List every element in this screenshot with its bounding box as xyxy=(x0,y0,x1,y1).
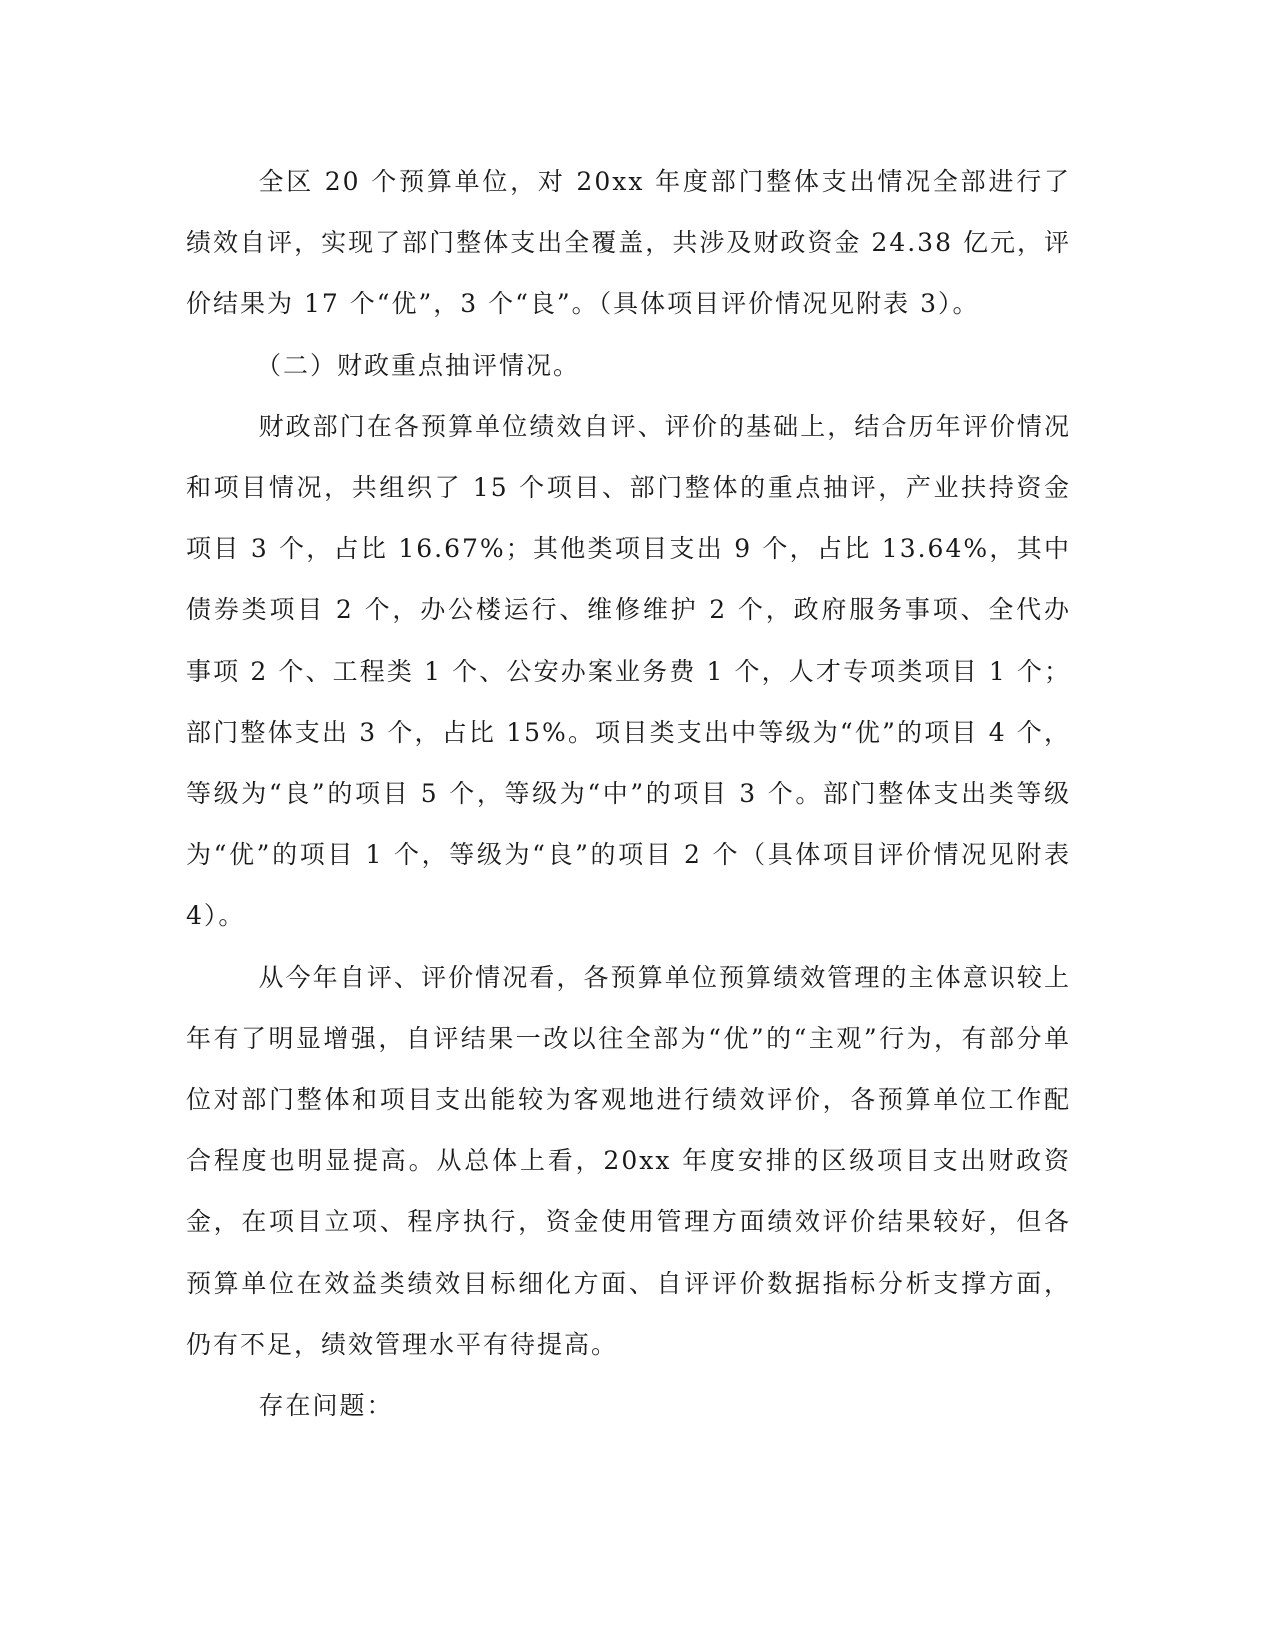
paragraph-key-sampling-details: 财政部门在各预算单位绩效自评、评价的基础上，结合历年评价情况和项目情况，共组织了 15 个项目、部门整体的重点抽评，产业扶持资金项目 3 个，占比 16.67%；其他类项目支出 9 个，占比 13.64%，其中债券类项目 2 个，办公楼运行、维修维护 2 个，政府服务事项、全代办事项 2 个、工程类 1 个、公安办案业务费 1 个，人才专项类项目 1 个；部门整体支出 3 个，占比 15%。项目类支出中等级为“优”的项目 4 个，等级为“良”的项目 5 个，等级为“中”的项目 3 个。部门整体支出类等级为“优”的项目 1 个，等级为“良”的项目 2 个（具体项目评价情况见附表 4）。 xyxy=(186,411,1071,931)
paragraph-self-evaluation-summary: 全区 20 个预算单位，对 20xx 年度部门整体支出情况全部进行了绩效自评，实现了部门整体支出全覆盖，共涉及财政资金 24.38 亿元，评价结果为 17 个“优”，3 个“良”。（具体项目评价情况见附表 3）。 xyxy=(186,167,1071,319)
document-body xyxy=(186,151,1071,1436)
paragraph-overall-assessment: 从今年自评、评价情况看，各预算单位预算绩效管理的主体意识较上年有了明显增强，自评结果一改以往全部为“优”的“主观”行为，有部分单位对部门整体和项目支出能较为客观地进行绩效评价，各预算单位工作配合程度也明显提高。从总体上看，20xx 年度安排的区级项目支出财政资金，在项目立项、程序执行，资金使用管理方面绩效评价结果较好，但各预算单位在效益类绩效目标细化方面、自评评价数据指标分析支撑方面，仍有不足，绩效管理水平有待提高。 xyxy=(186,962,1071,1359)
section-heading-key-sampling: （二）财政重点抽评情况。 xyxy=(256,350,581,380)
paragraph-existing-problems: 存在问题： xyxy=(258,1391,394,1421)
